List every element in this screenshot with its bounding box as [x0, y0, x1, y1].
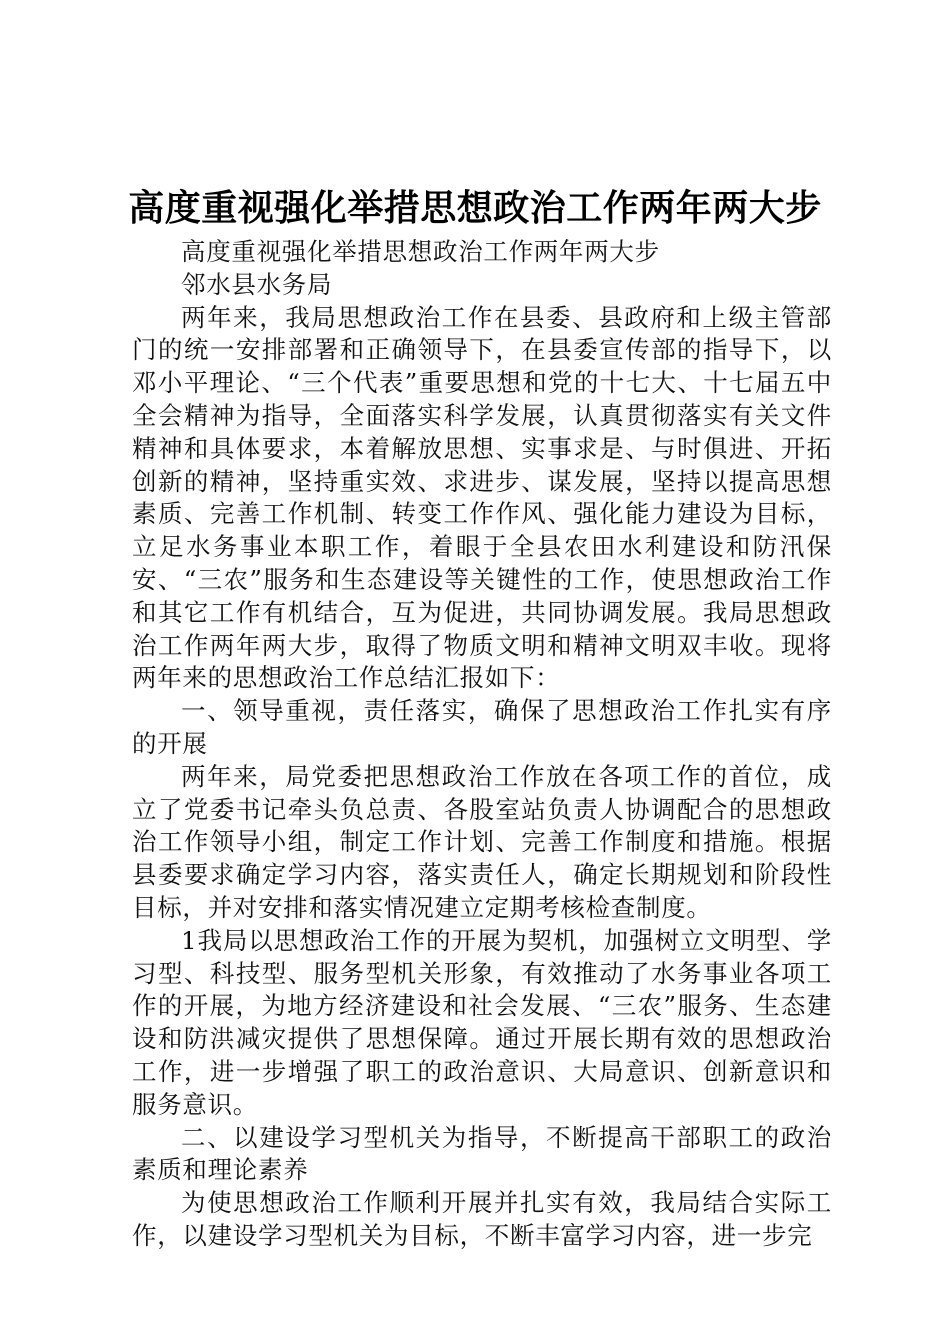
section-heading-1: 一、领导重视，责任落实，确保了思想政治工作扎实有序的开展: [132, 696, 832, 758]
document-body: [132, 236, 832, 1253]
section-heading-2: 二、以建设学习型机关为指导，不断提高干部职工的政治素质和理论素养: [132, 1122, 832, 1185]
body-paragraph: 为使思想政治工作顺利开展并扎实有效，我局结合实际工作，以建设学习型机关为目标，不断丰富学习内容，进一步完: [132, 1188, 832, 1250]
author-paragraph: 邻水县水务局: [181, 269, 333, 299]
intro-paragraph: 两年来，我局思想政治工作在县委、县政府和上级主管部门的统一安排部署和正确领导下，在县委宣传部的指导下，以邓小平理论、“三个代表”重要思想和党的十七大、十七届五中全会精神为指导，全面落实科学发展，认真贯彻落实有关文件精神和具体要求，本着解放思想、实事求是、与时俱进、开拓创新的精神，坚持重实效、求进步、谋发展，坚持以提高思想素质、完善工作机制、转变工作作风、强化能力建设为目标，立足水务事业本职工作，着眼于全县农田水利建设和防汛保安、“三农”服务和生态建设等关键性的工作，使思想政治工作和其它工作有机结合，互为促进，共同协调发展。我局思想政治工作两年两大步，取得了物质文明和精神文明双丰收。现将两年来的思想政治工作总结汇报如下：: [132, 302, 832, 693]
body-paragraph: 两年来，局党委把思想政治工作放在各项工作的首位，成立了党委书记牵头负总责、各股室站负责人协调配合的思想政治工作领导小组，制定工作计划、完善工作制度和措施。根据县委要求确定学习内容，落实责任人，确定长期规划和阶段性目标，并对安排和落实情况建立定期考核检查制度。: [132, 761, 832, 922]
document-title: 高度重视强化举措思想政治工作两年两大步: [128, 187, 822, 229]
body-paragraph: 1我局以思想政治工作的开展为契机，加强树立文明型、学习型、科技型、服务型机关形象，有效推动了水务事业各项工作的开展，为地方经济建设和社会发展、“三农”服务、生态建设和防洪减灾提供了思想保障。通过开展长期有效的思想政治工作，进一步增强了职工的政治意识、大局意识、创新意识和服务意识。: [132, 925, 832, 1119]
subtitle-paragraph: 高度重视强化举措思想政治工作两年两大步: [181, 237, 660, 266]
